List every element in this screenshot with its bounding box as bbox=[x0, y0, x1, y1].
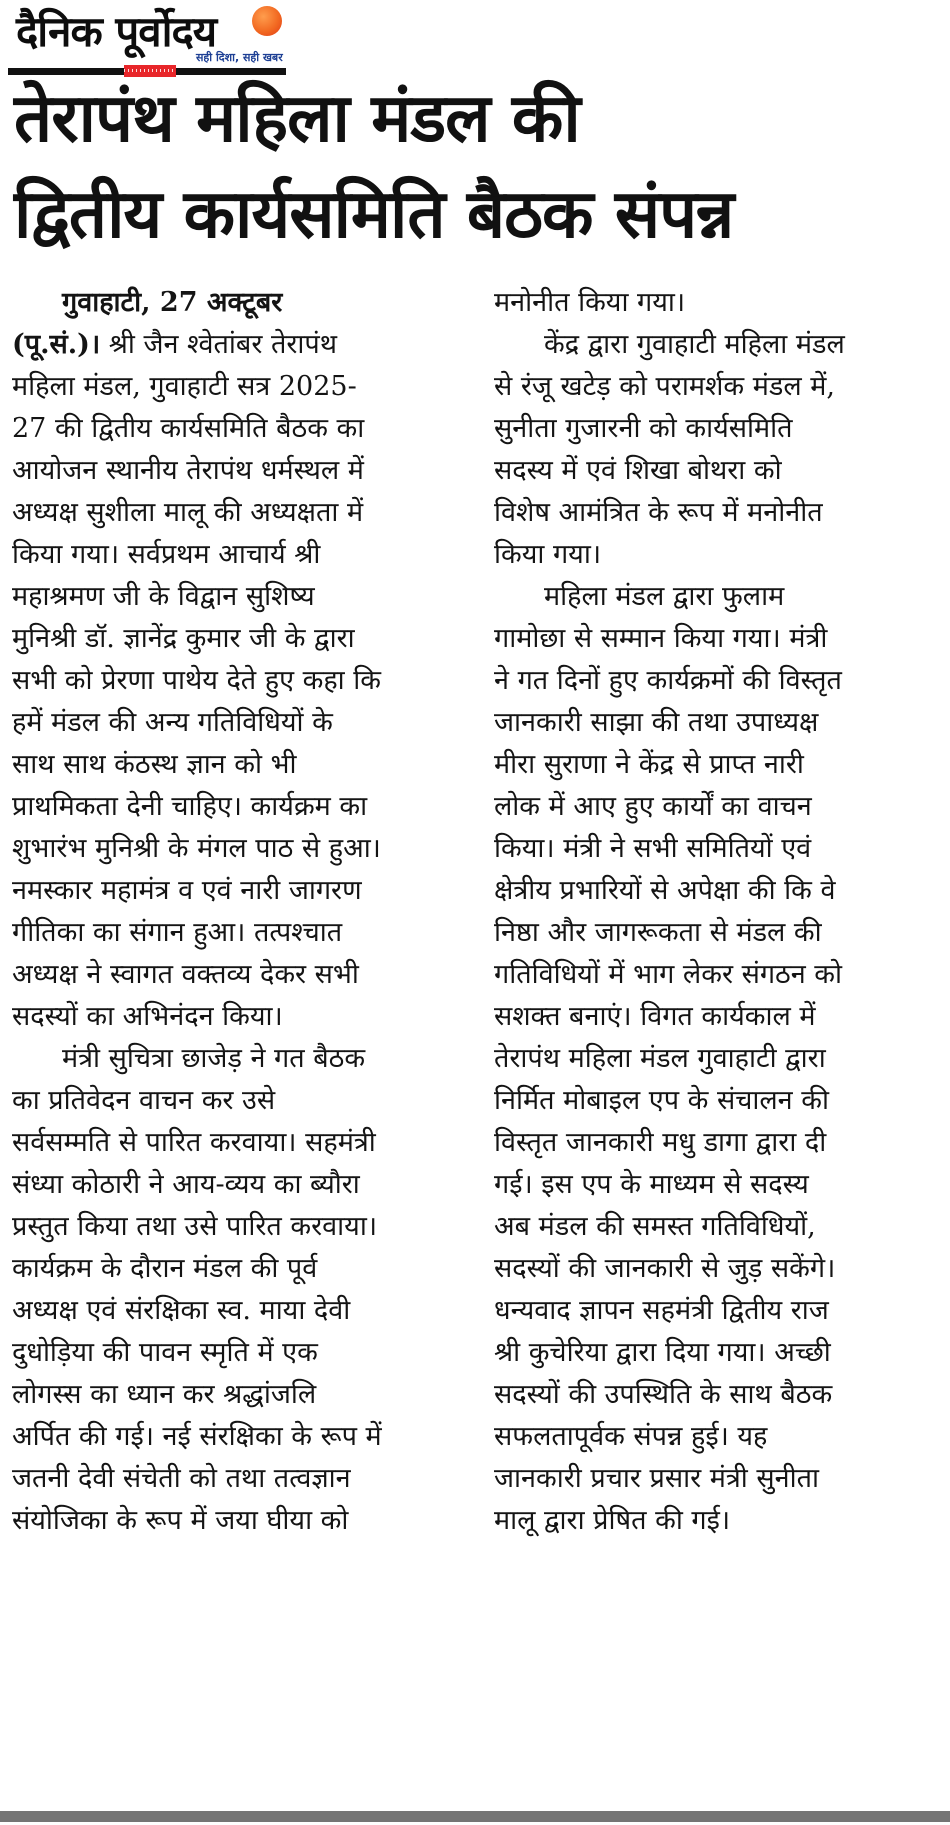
article-line bbox=[494, 1332, 942, 1374]
article-text: सशक्त बनाएं। विगत कार्यकाल में bbox=[494, 1001, 816, 1032]
article-line bbox=[12, 870, 460, 912]
article-text: 27 की द्वितीय कार्यसमिति बैठक का bbox=[12, 413, 365, 444]
article-line bbox=[12, 1458, 460, 1500]
article-line bbox=[12, 534, 460, 576]
article-line bbox=[12, 954, 460, 996]
article-text: जतनी देवी संचेती को तथा तत्वज्ञान bbox=[12, 1463, 351, 1494]
newspaper-logo: दैनिक पूर्वोदय bbox=[16, 7, 217, 56]
article-line bbox=[494, 1416, 942, 1458]
edition-badge bbox=[124, 65, 176, 77]
article-column-right bbox=[494, 282, 942, 1542]
article-text: तेरापंथ महिला मंडल गुवाहाटी द्वारा bbox=[494, 1043, 826, 1074]
article-line bbox=[12, 1374, 460, 1416]
article-text: सदस्य में एवं शिखा बोथरा को bbox=[494, 455, 782, 486]
article-text: अध्यक्ष एवं संरक्षिका स्व. माया देवी bbox=[12, 1295, 351, 1326]
article-text: विशेष आमंत्रित के रूप में मनोनीत bbox=[494, 497, 823, 528]
article-line bbox=[12, 702, 460, 744]
article-text: लोगस्स का ध्यान कर श्रद्धांजलि bbox=[12, 1379, 317, 1410]
article-line bbox=[12, 660, 460, 702]
article-text: अध्यक्ष सुशीला मालू की अध्यक्षता में bbox=[12, 497, 364, 528]
article-line bbox=[494, 408, 942, 450]
article-line bbox=[494, 618, 942, 660]
article-text: शुभारंभ मुनिश्री के मंगल पाठ से हुआ। bbox=[12, 833, 381, 864]
article-line bbox=[494, 828, 942, 870]
article-line bbox=[494, 492, 942, 534]
article-text: अर्पित की गई। नई संरक्षिका के रूप में bbox=[12, 1421, 382, 1452]
article-line bbox=[494, 744, 942, 786]
article-line bbox=[494, 660, 942, 702]
article-line bbox=[494, 954, 942, 996]
article-text: महिला मंडल, गुवाहाटी सत्र 2025- bbox=[12, 371, 357, 402]
article-text: महिला मंडल द्वारा फुलाम bbox=[544, 581, 785, 612]
article-text: से रंजू खटेड़ को परामर्शक मंडल में, bbox=[494, 371, 835, 402]
article-line bbox=[494, 1500, 942, 1542]
article-text: श्री कुचेरिया द्वारा दिया गया। अच्छी bbox=[494, 1337, 831, 1368]
article-line bbox=[494, 912, 942, 954]
article-text: नमस्कार महामंत्र व एवं नारी जागरण bbox=[12, 875, 362, 906]
masthead bbox=[0, 0, 420, 80]
article-line bbox=[12, 996, 460, 1038]
article-text: धन्यवाद ज्ञापन सहमंत्री द्वितीय राज bbox=[494, 1295, 829, 1326]
article-text: आयोजन स्थानीय तेरापंथ धर्मस्थल में bbox=[12, 455, 364, 486]
article-text: अध्यक्ष ने स्वागत वक्तव्य देकर सभी bbox=[12, 959, 359, 990]
article-text: दुधोड़िया की पावन स्मृति में एक bbox=[12, 1337, 318, 1368]
article-text: साथ साथ कंठस्थ ज्ञान को भी bbox=[12, 749, 297, 780]
article-line bbox=[12, 1080, 460, 1122]
article-text: विस्तृत जानकारी मधु डागा द्वारा दी bbox=[494, 1127, 827, 1158]
article-line bbox=[494, 1248, 942, 1290]
article-text: किया। मंत्री ने सभी समितियों एवं bbox=[494, 833, 812, 864]
article-line bbox=[12, 366, 460, 408]
article-text: केंद्र द्वारा गुवाहाटी महिला मंडल bbox=[544, 329, 845, 360]
article-text: महाश्रमण जी के विद्वान सुशिष्य bbox=[12, 581, 315, 612]
article-text: का प्रतिवेदन वाचन कर उसे bbox=[12, 1085, 276, 1116]
article-text: जानकारी प्रचार प्रसार मंत्री सुनीता bbox=[494, 1463, 819, 1494]
article-text: प्रस्तुत किया तथा उसे पारित करवाया। bbox=[12, 1211, 378, 1242]
article-line bbox=[494, 324, 942, 366]
article-line bbox=[494, 870, 942, 912]
article-headline bbox=[14, 70, 944, 262]
article-text: सभी को प्रेरणा पाथेय देते हुए कहा कि bbox=[12, 665, 381, 696]
article-text: सदस्यों की उपस्थिति के साथ बैठक bbox=[494, 1379, 833, 1410]
article-line bbox=[12, 408, 460, 450]
article-line bbox=[12, 1290, 460, 1332]
article-text: मुनिश्री डॉ. ज्ञानेंद्र कुमार जी के द्वारा bbox=[12, 623, 355, 654]
article-text: जानकारी साझा की तथा उपाध्यक्ष bbox=[494, 707, 819, 738]
article-text: निष्ठा और जागरूकता से मंडल की bbox=[494, 917, 822, 948]
article-text: गतिविधियों में भाग लेकर संगठन को bbox=[494, 959, 843, 990]
article-line bbox=[494, 786, 942, 828]
article-text: अब मंडल की समस्त गतिविधियों, bbox=[494, 1211, 816, 1242]
article-text: मनोनीत किया गया। bbox=[494, 287, 686, 318]
masthead-tagline: सही दिशा, सही खबर bbox=[196, 51, 283, 64]
article-text: लोक में आए हुए कार्यों का वाचन bbox=[494, 791, 812, 822]
headline-line-1: तेरापंथ महिला मंडल की bbox=[14, 79, 580, 157]
article-line bbox=[494, 450, 942, 492]
article-text: क्षेत्रीय प्रभारियों से अपेक्षा की कि वे bbox=[494, 875, 836, 906]
article-line bbox=[12, 618, 460, 660]
article-text: मालू द्वारा प्रेषित की गई। bbox=[494, 1505, 731, 1536]
footer-divider-bar bbox=[0, 1811, 950, 1822]
article-text: श्री जैन श्वेतांबर तेरापंथ bbox=[100, 329, 337, 360]
article-line bbox=[12, 1122, 460, 1164]
article-line bbox=[494, 1206, 942, 1248]
article-line bbox=[494, 282, 942, 324]
article-line bbox=[12, 1332, 460, 1374]
article-line bbox=[12, 1038, 460, 1080]
article-line bbox=[12, 1206, 460, 1248]
article-line bbox=[494, 996, 942, 1038]
article-line bbox=[12, 282, 460, 324]
sun-icon bbox=[252, 6, 282, 36]
article-text: किया गया। bbox=[494, 539, 602, 570]
article-line bbox=[12, 1248, 460, 1290]
article-line bbox=[12, 744, 460, 786]
article-text: कार्यक्रम के दौरान मंडल की पूर्व bbox=[12, 1253, 318, 1284]
article-line bbox=[494, 702, 942, 744]
article-line bbox=[494, 1164, 942, 1206]
article-text: हमें मंडल की अन्य गतिविधियों के bbox=[12, 707, 333, 738]
article-line bbox=[12, 786, 460, 828]
article-text: सदस्यों का अभिनंदन किया। bbox=[12, 1001, 283, 1032]
article-text: संयोजिका के रूप में जया घीया को bbox=[12, 1505, 349, 1536]
article-line bbox=[12, 324, 460, 366]
article-line bbox=[12, 828, 460, 870]
article-line bbox=[12, 450, 460, 492]
article-text: गामोछा से सम्मान किया गया। मंत्री bbox=[494, 623, 828, 654]
article-column-left bbox=[12, 282, 460, 1542]
article-text: गीतिका का संगान हुआ। तत्पश्चात bbox=[12, 917, 343, 948]
article-text: सफलतापूर्वक संपन्न हुई। यह bbox=[494, 1421, 768, 1452]
article-line bbox=[494, 1122, 942, 1164]
article-text: किया गया। सर्वप्रथम आचार्य श्री bbox=[12, 539, 321, 570]
article-text: निर्मित मोबाइल एप के संचालन की bbox=[494, 1085, 829, 1116]
article-line bbox=[494, 1458, 942, 1500]
article-text: सदस्यों की जानकारी से जुड़ सकेंगे। bbox=[494, 1253, 836, 1284]
article-line bbox=[494, 1374, 942, 1416]
article-line bbox=[494, 1290, 942, 1332]
article-text: सुनीता गुजारनी को कार्यसमिति bbox=[494, 413, 793, 444]
article-text: ने गत दिनों हुए कार्यक्रमों की विस्तृत bbox=[494, 665, 842, 696]
headline-line-2: द्वितीय कार्यसमिति बैठक संपन्न bbox=[14, 175, 734, 253]
article-line bbox=[494, 1080, 942, 1122]
article-text: प्राथमिकता देनी चाहिए। कार्यक्रम का bbox=[12, 791, 368, 822]
article-text: सर्वसम्मति से पारित करवाया। सहमंत्री bbox=[12, 1127, 376, 1158]
article-line bbox=[12, 1416, 460, 1458]
article-text: गई। इस एप के माध्यम से सदस्य bbox=[494, 1169, 809, 1200]
article-line bbox=[494, 534, 942, 576]
article-line bbox=[12, 576, 460, 618]
article-line bbox=[494, 576, 942, 618]
article-line bbox=[12, 1164, 460, 1206]
article-text: मंत्री सुचित्रा छाजेड़ ने गत बैठक bbox=[62, 1043, 366, 1074]
article-line bbox=[494, 366, 942, 408]
article-line bbox=[494, 1038, 942, 1080]
article-body bbox=[12, 282, 942, 1542]
article-line bbox=[12, 492, 460, 534]
article-line bbox=[12, 1500, 460, 1542]
article-line bbox=[12, 912, 460, 954]
article-text: गुवाहाटी, 27 अक्टूबर bbox=[62, 287, 283, 318]
article-text: (पू.सं.)। bbox=[12, 329, 101, 360]
article-text: संध्या कोठारी ने आय-व्यय का ब्यौरा bbox=[12, 1169, 360, 1200]
article-text: मीरा सुराणा ने केंद्र से प्राप्त नारी bbox=[494, 749, 804, 780]
